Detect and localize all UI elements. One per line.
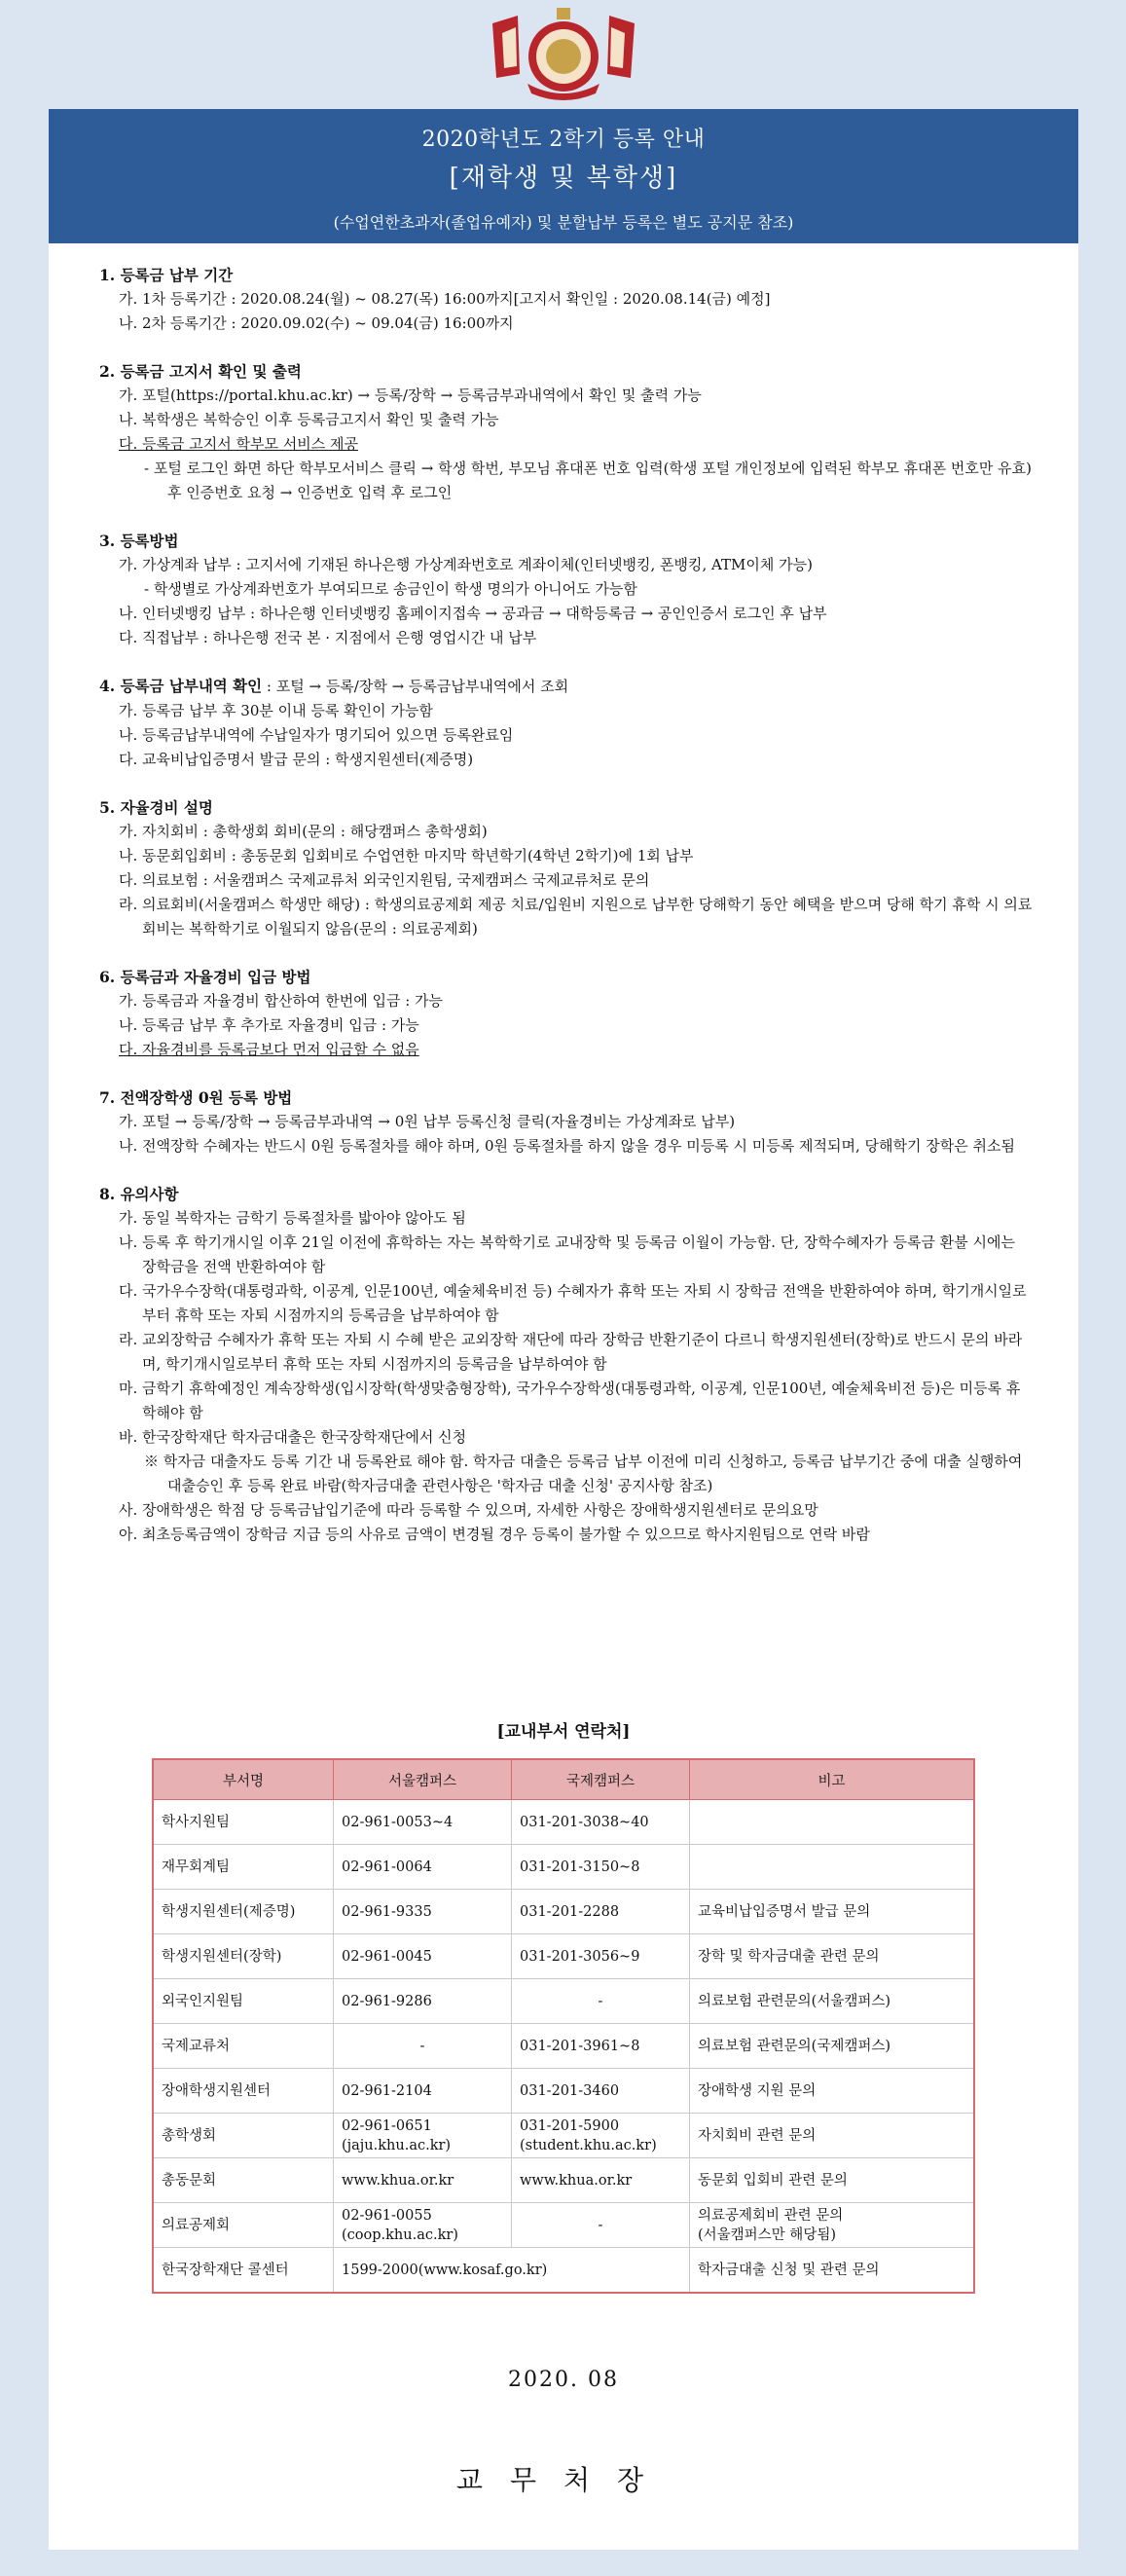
list-item: 가. 자치회비 : 총학생회 회비(문의 : 해당캠퍼스 총학생회) — [119, 823, 488, 840]
table-cell: 총학생회 — [153, 2114, 334, 2158]
column-header: 국제캠퍼스 — [512, 1759, 690, 1800]
table-cell: 02-961-0064 — [334, 1845, 512, 1890]
notice-date: 2020. 08 — [508, 2368, 619, 2392]
list-item: 나. 등록금납부내역에 수납일자가 명기되어 있으면 등록완료임 — [119, 726, 514, 744]
emblem-area — [0, 0, 1126, 109]
section-full-scholarship — [99, 1086, 1034, 1159]
list-item: 가. 동일 복학자는 금학기 등록절차를 밟아야 않아도 됨 — [119, 1209, 466, 1227]
list-item: 가. 등록금과 자율경비 합산하여 한번에 입금 : 가능 — [119, 992, 444, 1010]
table-row — [153, 2203, 974, 2248]
section-optional-fees — [99, 795, 1034, 941]
table-row — [153, 2158, 974, 2203]
list-item: 다. 자율경비를 등록금보다 먼저 입금할 수 없음 — [119, 1041, 419, 1058]
section-title-suffix: : 포털 → 등록/장학 → 등록금납부내역에서 조회 — [262, 678, 569, 695]
table-cell: 02-961-0045 — [334, 1934, 512, 1979]
table-cell: 031-201-5900 (student.khu.ac.kr) — [512, 2114, 690, 2158]
list-item: 라. 교외장학금 수혜자가 휴학 또는 자퇴 시 수혜 받은 교외장학 재단에 따라 장학금 반환기준이 다르니 학생지원센터(장학)로 반드시 문의 바라며, 학기개시일로부터 휴학 또는 자퇴 시점까지의 등록금을 납부하여야 함 — [119, 1331, 1023, 1373]
section-title: 1. 등록금 납부 기간 — [99, 266, 234, 284]
list-item: 가. 1차 등록기간 : 2020.08.24(월) ~ 08.27(목) 16:00까지[고지서 확인일 : 2020.08.14(금) 예정] — [119, 290, 771, 308]
table-row — [153, 1845, 974, 1890]
table-cell: 의료보험 관련문의(국제캠퍼스) — [690, 2024, 975, 2069]
list-item: 가. 가상계좌 납부 : 고지서에 기재된 하나은행 가상계좌번호로 계좌이체(인터넷뱅킹, 폰뱅킹, ATM이체 가능) — [119, 556, 813, 573]
list-item: 나. 인터넷뱅킹 납부 : 하나은행 인터넷뱅킹 홈페이지접속 → 공과금 → 대학등록금 → 공인인증서 로그인 후 납부 — [119, 605, 827, 622]
list-item: 다. 국가우수장학(대통령과학, 이공계, 인문100년, 예술체육비전 등) 수혜자가 휴학 또는 자퇴 시 장학금 전액을 반환하여야 하며, 학기개시일로부터 휴학 또는 자퇴 시점까지의 등록금을 납부하여야 함 — [119, 1282, 1027, 1324]
list-item: 다. 교육비납입증명서 발급 문의 : 학생지원센터(제증명) — [119, 751, 474, 768]
table-cell: www.khua.or.kr — [334, 2158, 512, 2203]
table-cell: 학생지원센터(제증명) — [153, 1890, 334, 1934]
table-cell: 031-201-2288 — [512, 1890, 690, 1934]
section-title: 4. 등록금 납부내역 확인 — [99, 677, 263, 695]
section-payment-history — [99, 674, 1034, 772]
list-item: 나. 2차 등록기간 : 2020.09.02(수) ~ 09.04(금) 16:00까지 — [119, 314, 514, 332]
table-cell: 학사지원팀 — [153, 1800, 334, 1845]
list-item: 다. 의료보험 : 서울캠퍼스 국제교류처 외국인지원팀, 국제캠퍼스 국제교류처로 문의 — [119, 871, 650, 889]
table-cell: 학생지원센터(장학) — [153, 1934, 334, 1979]
list-item: 나. 등록금 납부 후 추가로 자율경비 입금 : 가능 — [119, 1016, 419, 1034]
list-subitem: ※ 학자금 대출자도 등록 기간 내 등록완료 해야 함. 학자금 대출은 등록금 납부 이전에 미리 신청하고, 등록금 납부기간 중에 대출 실행하여 대출승인 후 등록 완료 바람(학자금대출 관련사항은 '학자금 대출 신청' 공지사항 참조) — [144, 1453, 1023, 1494]
table-cell: 국제교류처 — [153, 2024, 334, 2069]
table-row — [153, 1800, 974, 1845]
table-cell: - — [512, 1979, 690, 2024]
table-row — [153, 2114, 974, 2158]
table-row — [153, 1979, 974, 2024]
table-cell: 의료공제회 — [153, 2203, 334, 2248]
table-cell: 의료보험 관련문의(서울캠퍼스) — [690, 1979, 975, 2024]
table-cell: 동문회 입회비 관련 문의 — [690, 2158, 975, 2203]
table-cell: www.khua.or.kr — [512, 2158, 690, 2203]
table-cell: 의료공제회비 관련 문의 (서울캠퍼스만 해당됨) — [690, 2203, 975, 2248]
university-emblem-icon — [489, 6, 638, 107]
list-item: 나. 동문회입회비 : 총동문회 입회비로 수업연한 마지막 학년학기(4학년 2학기)에 1회 납부 — [119, 847, 694, 865]
table-cell: 02-961-9335 — [334, 1890, 512, 1934]
table-header-row — [153, 1759, 974, 1800]
table-cell — [690, 1845, 975, 1890]
list-item: 마. 금학기 휴학예정인 계속장학생(입시장학(학생맞춤형장학), 국가우수장학생(대통령과학, 이공계, 인문100년, 예술체육비전 등)은 미등록 휴학해야 함 — [119, 1380, 1021, 1421]
contacts-table-body — [153, 1800, 974, 2294]
table-cell: 02-961-9286 — [334, 1979, 512, 2024]
table-cell: 031-201-3038~40 — [512, 1800, 690, 1845]
column-header: 서울캠퍼스 — [334, 1759, 512, 1800]
table-cell: 한국장학재단 콜센터 — [153, 2248, 334, 2294]
section-title: 3. 등록방법 — [99, 532, 179, 550]
table-cell: 1599-2000(www.kosaf.go.kr) — [334, 2248, 690, 2294]
list-item: 가. 포털 → 등록/장학 → 등록금부과내역 → 0원 납부 등록신청 클릭(자율경비는 가상계좌로 납부) — [119, 1113, 736, 1130]
table-row — [153, 1890, 974, 1934]
list-item: 다. 등록금 고지서 학부모 서비스 제공 — [119, 435, 358, 453]
table-cell: 총동문회 — [153, 2158, 334, 2203]
contacts-table — [152, 1758, 975, 2294]
table-cell: 02-961-0053~4 — [334, 1800, 512, 1845]
list-subitem: - 학생별로 가상계좌번호가 부여되므로 송금인이 학생 명의가 아니어도 가능함 — [144, 580, 637, 598]
list-item: 나. 등록 후 학기개시일 이후 21일 이전에 휴학하는 자는 복학학기로 교내장학 및 등록금 이월이 가능함. 단, 장학수혜자가 등록금 환불 시에는 장학금을 전액 반환하여야 함 — [119, 1233, 1015, 1275]
notice-title: 2020학년도 2학기 등록 안내 — [421, 128, 706, 152]
table-cell: 학자금대출 신청 및 관련 문의 — [690, 2248, 975, 2294]
table-row — [153, 1934, 974, 1979]
table-row — [153, 2024, 974, 2069]
section-title: 8. 유의사항 — [99, 1185, 179, 1203]
notice-subtitle: [재학생 및 복학생] — [449, 164, 678, 193]
table-cell: 031-201-3460 — [512, 2069, 690, 2114]
column-header: 비고 — [690, 1759, 975, 1800]
list-item: 다. 직접납부 : 하나은행 전국 본 · 지점에서 은행 영업시간 내 납부 — [119, 629, 537, 646]
table-cell: 031-201-3150~8 — [512, 1845, 690, 1890]
list-item: 가. 등록금 납부 후 30분 이내 등록 확인이 가능함 — [119, 702, 433, 719]
section-title: 2. 등록금 고지서 확인 및 출력 — [99, 362, 302, 381]
list-subitem: - 포털 로그인 화면 하단 학부모서비스 클릭 → 학생 학번, 부모님 휴대폰 번호 입력(학생 포털 개인정보에 입력된 학부모 휴대폰 번호만 유효) 후 인증번호 요청 → 인증번호 입력 후 로그인 — [144, 460, 1032, 501]
table-cell: - — [512, 2203, 690, 2248]
section-title: 5. 자율경비 설명 — [99, 798, 213, 817]
section-payment-period — [99, 263, 1034, 336]
notice-header — [49, 109, 1078, 243]
table-row — [153, 2248, 974, 2294]
table-cell: 02-961-0055 (coop.khu.ac.kr) — [334, 2203, 512, 2248]
list-item: 나. 복학생은 복학승인 이후 등록금고지서 확인 및 출력 가능 — [119, 411, 499, 428]
list-item: 바. 한국장학재단 학자금대출은 한국장학재단에서 신청 — [119, 1428, 467, 1446]
table-cell: 교육비납입증명서 발급 문의 — [690, 1890, 975, 1934]
table-cell: 031-201-3056~9 — [512, 1934, 690, 1979]
section-title: 7. 전액장학생 0원 등록 방법 — [99, 1088, 293, 1107]
notice-note: (수업연한초과자(졸업유예자) 및 분할납부 등록은 별도 공지문 참조) — [333, 213, 794, 232]
list-item: 아. 최초등록금액이 장학금 지급 등의 사유로 금액이 변경될 경우 등록이 불가할 수 있으므로 학사지원팀으로 연락 바람 — [119, 1526, 870, 1543]
notice-signer: 교무처장 — [455, 2464, 672, 2496]
table-cell: 02-961-0651 (jaju.khu.ac.kr) — [334, 2114, 512, 2158]
table-cell: 장애학생 지원 문의 — [690, 2069, 975, 2114]
table-cell: 장애학생지원센터 — [153, 2069, 334, 2114]
table-cell: 장학 및 학자금대출 관련 문의 — [690, 1934, 975, 1979]
section-title-row — [99, 674, 1034, 699]
table-cell: 031-201-3961~8 — [512, 2024, 690, 2069]
table-cell — [690, 1800, 975, 1845]
column-header: 부서명 — [153, 1759, 334, 1800]
section-notes — [99, 1182, 1034, 1547]
table-cell: 02-961-2104 — [334, 2069, 512, 2114]
notice-body — [99, 263, 1034, 1570]
section-deposit-method — [99, 965, 1034, 1062]
notice-document — [49, 109, 1078, 2550]
table-cell: 외국인지원팀 — [153, 1979, 334, 2024]
list-item: 라. 의료회비(서울캠퍼스 학생만 해당) : 학생의료공제회 제공 치료/입원비 지원으로 납부한 당해학기 동안 혜택을 받으며 당해 학기 휴학 시 의료회비는 복학학기로 이월되지 않음(문의 : 의료공제회) — [119, 896, 1033, 938]
table-cell: 재무회계팀 — [153, 1845, 334, 1890]
section-bill-check — [99, 359, 1034, 505]
list-item: 사. 장애학생은 학점 당 등록금납입기준에 따라 등록할 수 있으며, 자세한 사항은 장애학생지원센터로 문의요망 — [119, 1501, 818, 1519]
section-title: 6. 등록금과 자율경비 입금 방법 — [99, 968, 311, 986]
list-item: 나. 전액장학 수혜자는 반드시 0원 등록절차를 해야 하며, 0원 등록절차를 하지 않을 경우 미등록 시 미등록 제적되며, 당해학기 장학은 취소됨 — [119, 1137, 1015, 1155]
list-item: 가. 포털(https://portal.khu.ac.kr) → 등록/장학 → 등록금부과내역에서 확인 및 출력 가능 — [119, 386, 702, 404]
table-row — [153, 2069, 974, 2114]
section-payment-method — [99, 529, 1034, 650]
contacts-title: [교내부서 연락처] — [496, 1722, 631, 1742]
table-cell: - — [334, 2024, 512, 2069]
table-cell: 자치회비 관련 문의 — [690, 2114, 975, 2158]
